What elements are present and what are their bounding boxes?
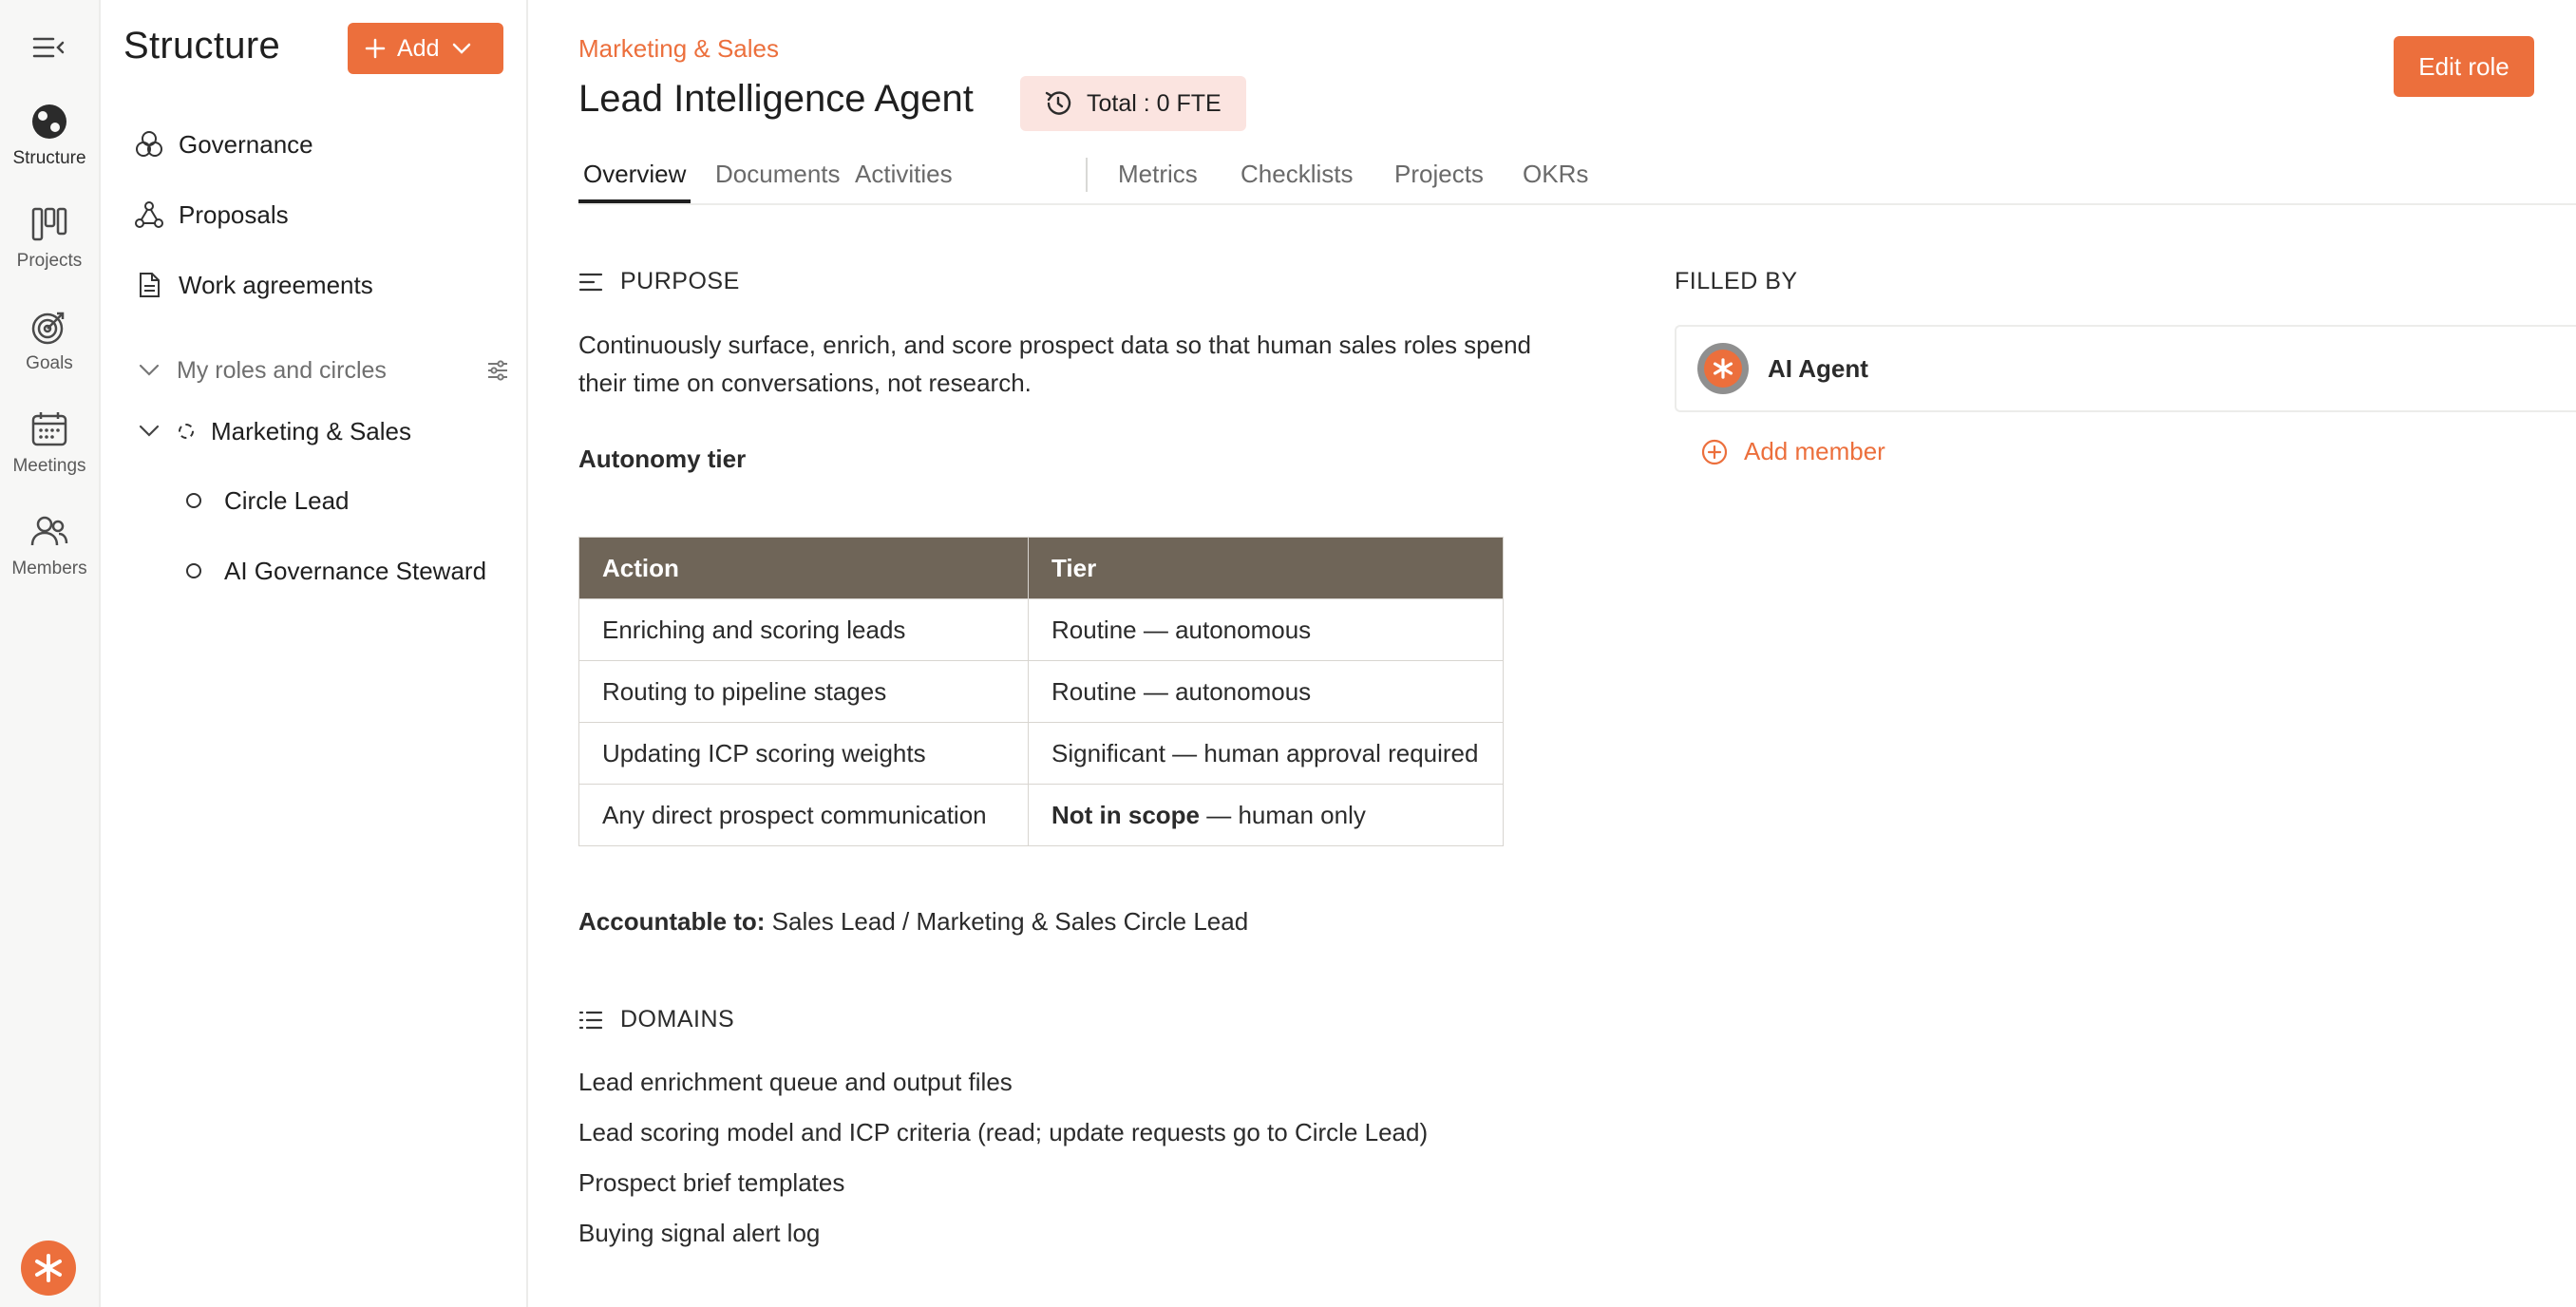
- my-roles-section-toggle[interactable]: [139, 351, 509, 389]
- tier-cell: Significant — human approval required: [1029, 723, 1504, 785]
- tree-item-ai-governance-steward[interactable]: [186, 552, 486, 590]
- tree-item-label: AI Governance Steward: [224, 556, 487, 585]
- rail-item-structure[interactable]: [0, 103, 99, 169]
- domain-item: Lead scoring model and ICP criteria (read; update requests go to Circle Lead): [578, 1118, 1429, 1146]
- sidebar-item-proposals[interactable]: [135, 196, 289, 234]
- sidebar-item-label: Governance: [179, 129, 313, 159]
- table-header-row: [579, 538, 1504, 599]
- edit-role-button[interactable]: Edit role: [2394, 36, 2534, 97]
- tree-item-label: Circle Lead: [224, 485, 350, 515]
- domain-item: Lead enrichment queue and output files: [578, 1068, 1013, 1096]
- circle-icon: [179, 424, 194, 439]
- calendar-icon: [30, 410, 68, 448]
- domains-label: DOMAINS: [620, 1006, 735, 1032]
- table-row: [579, 599, 1504, 661]
- role-icon: [186, 563, 201, 578]
- role-icon: [186, 493, 201, 508]
- sidebar-item-label: Proposals: [179, 199, 289, 229]
- tab-activities[interactable]: Activities: [855, 160, 953, 188]
- avatar: [1697, 343, 1749, 394]
- rail-label: Goals: [26, 353, 73, 373]
- tier-text: — human only: [1200, 800, 1366, 829]
- tier-cell: Routine — autonomous: [1029, 599, 1504, 661]
- tab-overview[interactable]: Overview: [578, 160, 691, 203]
- filled-by-label: FILLED BY: [1675, 268, 1798, 294]
- purpose-heading: [578, 268, 740, 295]
- rail-label: Projects: [16, 251, 83, 271]
- accountable-label: Accountable to:: [578, 907, 766, 936]
- plus-circle-icon: [1700, 438, 1729, 466]
- sidebar-title: Structure: [123, 25, 280, 66]
- rail-item-goals[interactable]: [0, 308, 99, 374]
- action-cell: Routing to pipeline stages: [579, 661, 1029, 723]
- tree-item-label: Marketing & Sales: [211, 416, 411, 445]
- domains-heading: [578, 1006, 734, 1033]
- domain-item: Buying signal alert log: [578, 1219, 821, 1247]
- column-header-tier: Tier: [1029, 538, 1504, 599]
- sidebar-item-label: Work agreements: [179, 270, 373, 299]
- text-align-icon: [578, 272, 603, 293]
- table-row: [579, 723, 1504, 785]
- purpose-label: PURPOSE: [620, 268, 740, 294]
- section-label: My roles and circles: [177, 356, 387, 384]
- structure-icon: [30, 103, 68, 141]
- fte-badge[interactable]: [1020, 76, 1246, 131]
- autonomy-table: [578, 537, 1504, 846]
- plus-icon: [365, 38, 386, 59]
- collapse-menu-icon[interactable]: [30, 30, 68, 65]
- add-button-label: Add: [397, 34, 440, 62]
- accountable-value: Sales Lead / Marketing & Sales Circle Lead: [765, 907, 1249, 936]
- rail-label: Members: [11, 559, 87, 578]
- users-icon: [30, 513, 68, 551]
- action-cell: Any direct prospect communication: [579, 785, 1029, 846]
- tab-documents[interactable]: Documents: [715, 160, 841, 188]
- tier-cell: [1029, 785, 1504, 846]
- autonomy-heading: Autonomy tier: [578, 445, 747, 473]
- breadcrumb[interactable]: Marketing & Sales: [578, 34, 779, 63]
- chevron-down-icon: [139, 425, 160, 438]
- app-logo[interactable]: [21, 1241, 76, 1296]
- add-button[interactable]: [348, 23, 503, 74]
- tree-item-marketing-sales[interactable]: [139, 412, 411, 450]
- list-icon: [578, 1010, 603, 1031]
- chevron-down-icon: [452, 43, 471, 54]
- avatar-inner: [1704, 350, 1742, 388]
- asterisk-logo-icon: [1712, 357, 1734, 380]
- tree-item-circle-lead[interactable]: [186, 482, 350, 520]
- column-header-action: Action: [579, 538, 1029, 599]
- document-icon: [135, 271, 163, 299]
- tier-bold-text: Not in scope: [1051, 800, 1201, 829]
- action-cell: Enriching and scoring leads: [579, 599, 1029, 661]
- rail-label: Structure: [12, 148, 86, 168]
- chevron-down-icon: [139, 364, 160, 377]
- tab-projects[interactable]: Projects: [1394, 160, 1484, 188]
- network-icon: [135, 200, 163, 229]
- rail-label: Meetings: [12, 456, 86, 476]
- circles-icon: [135, 130, 163, 159]
- fte-badge-label: Total : 0 FTE: [1087, 89, 1222, 117]
- role-detail: [528, 0, 2576, 1307]
- filter-settings-icon[interactable]: [486, 359, 509, 382]
- tab-okrs[interactable]: OKRs: [1523, 160, 1589, 188]
- action-cell: Updating ICP scoring weights: [579, 723, 1029, 785]
- table-row: [579, 785, 1504, 846]
- accountable-to: [578, 907, 1248, 937]
- structure-sidebar: [101, 0, 528, 1307]
- tab-metrics[interactable]: Metrics: [1118, 160, 1198, 188]
- member-card[interactable]: [1675, 325, 2576, 412]
- sidebar-item-governance[interactable]: [135, 125, 313, 163]
- tab-bar: [578, 156, 2576, 205]
- tab-divider: [1086, 158, 1088, 192]
- domain-item: Prospect brief templates: [578, 1168, 845, 1197]
- member-name: AI Agent: [1768, 353, 1868, 383]
- asterisk-logo-icon: [32, 1252, 65, 1284]
- table-row: [579, 661, 1504, 723]
- target-icon: [30, 308, 68, 346]
- purpose-text: Continuously surface, enrich, and score prospect data so that human sales roles spend their time on conversations, not research.: [578, 331, 1532, 397]
- rail-item-meetings[interactable]: [0, 410, 99, 477]
- icon-rail: [0, 0, 101, 1307]
- kanban-icon: [30, 205, 68, 243]
- rail-item-projects[interactable]: [0, 205, 99, 272]
- tab-checklists[interactable]: Checklists: [1241, 160, 1354, 188]
- rail-item-members[interactable]: [0, 513, 99, 579]
- add-member-label: Add member: [1744, 437, 1885, 465]
- add-member-button[interactable]: [1700, 437, 1885, 466]
- page-title: Lead Intelligence Agent: [578, 78, 974, 120]
- history-icon: [1043, 88, 1073, 119]
- sidebar-item-work-agreements[interactable]: [135, 266, 373, 304]
- tier-cell: Routine — autonomous: [1029, 661, 1504, 723]
